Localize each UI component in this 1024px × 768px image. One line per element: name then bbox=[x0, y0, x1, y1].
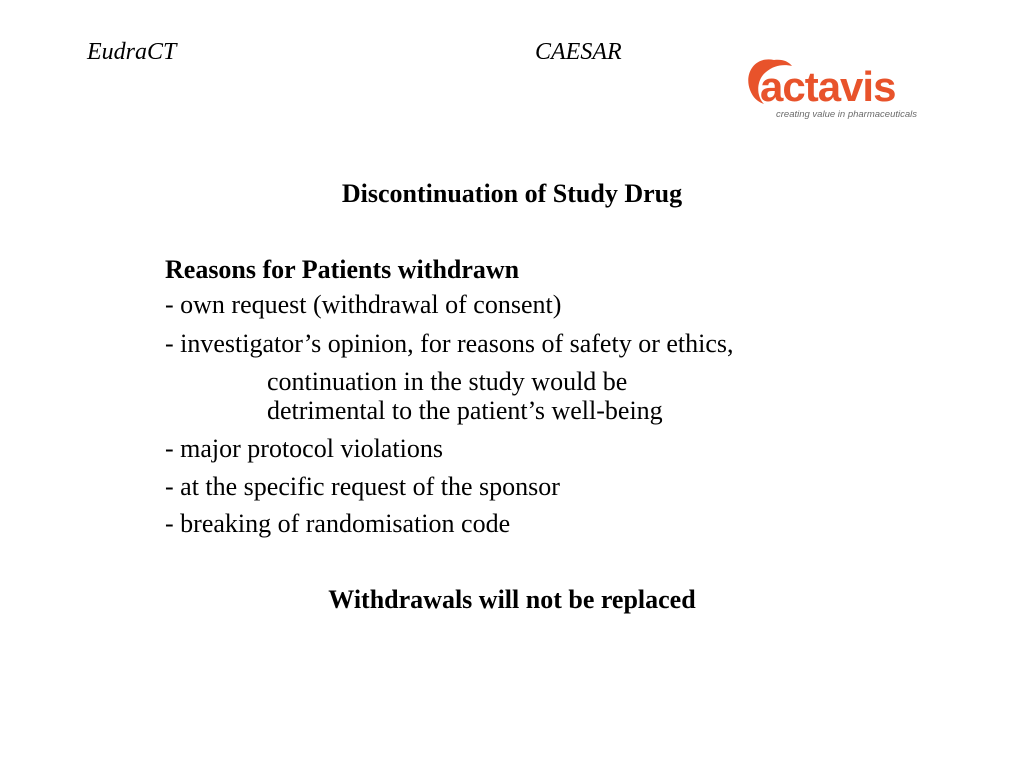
logo-wordmark: actavis bbox=[760, 63, 896, 110]
logo-tagline: creating value in pharmaceuticals bbox=[776, 109, 917, 120]
reason-item: - at the specific request of the sponsor bbox=[165, 472, 560, 501]
actavis-logo bbox=[744, 52, 944, 124]
reason-item: - own request (withdrawal of consent) bbox=[165, 290, 562, 319]
eudract-label: EudraCT bbox=[87, 39, 177, 65]
reason-item-continuation: continuation in the study would be bbox=[267, 367, 628, 396]
reason-item-continuation: detrimental to the patient’s well-being bbox=[267, 396, 663, 425]
page-title: Discontinuation of Study Drug bbox=[341, 179, 683, 208]
reason-item: - major protocol violations bbox=[165, 434, 444, 463]
reason-item: - breaking of randomisation code bbox=[165, 509, 511, 538]
reason-item: - investigator’s opinion, for reasons of safety or ethics, bbox=[165, 329, 734, 358]
footer-note: Withdrawals will not be replaced bbox=[328, 585, 696, 614]
caesar-label: CAESAR bbox=[535, 39, 622, 65]
reasons-heading: Reasons for Patients withdrawn bbox=[165, 255, 520, 284]
